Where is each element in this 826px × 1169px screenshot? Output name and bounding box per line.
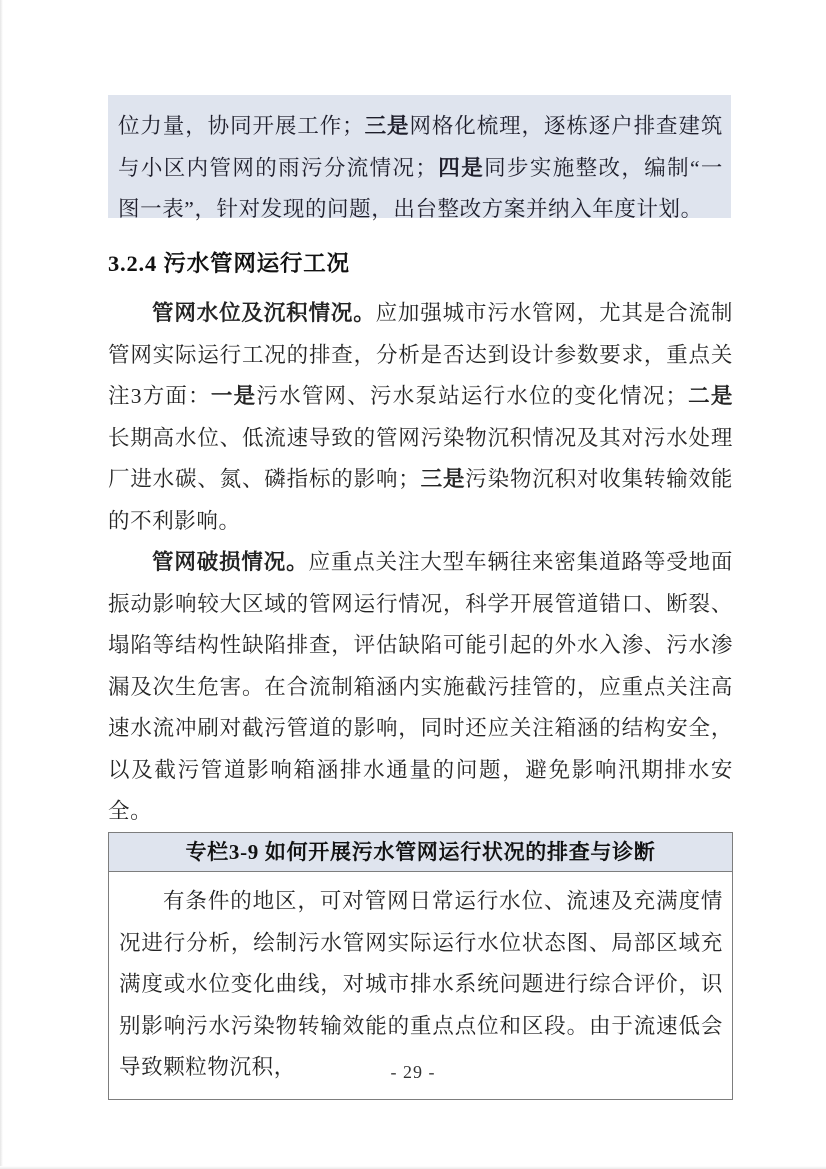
- body-paragraph-pipe-damage: [108, 542, 733, 833]
- paragraph-text: 管网水位及沉积情况。应加强城市污水管网，尤其是合流制管网实际运行工况的排查，分析是否达到设计参数要求，重点关注3方面：一是污水管网、污水泵站运行水位的变化情况；二是长期高水位、低流速导致的管网污染物沉积情况及其对污水处理厂进水碳、氮、磷指标的影响；三是污染物沉积对收集转输效能的不利影响。: [108, 301, 734, 533]
- feature-box-text: 有条件的地区，可对管网日常运行水位、流速及充满度情况进行分析，绘制污水管网实际运行水位状态图、局部区域充满度或水位变化曲线，对城市排水系统问题进行综合评价，识别影响污水污染物转输效能的重点点位和区段。由于流速低会导致颗粒物沉积，: [119, 889, 723, 1079]
- body-paragraph-pipe-water-level: [108, 293, 733, 542]
- page-edge-shadow-left: [0, 0, 3, 1169]
- highlighted-callout-box: [108, 95, 731, 221]
- feature-box-title: 专栏3-9 如何开展污水管网运行状况的排查与诊断: [109, 833, 732, 872]
- page-number: - 29 -: [390, 1062, 436, 1082]
- paragraph-text: 管网破损情况。应重点关注大型车辆往来密集道路等受地面振动影响较大区域的管网运行情况，科学开展管道错口、断裂、塌陷等结构性缺陷排查，评估缺陷可能引起的外水入渗、污水渗漏及次生危害。在合流制箱涵内实施截污挂管的，应重点关注高速水流冲刷对截污管道的影响，同时还应关注箱涵的结构安全，以及截污管道影响箱涵排水通量的问题，避免影响汛期排水安全。: [108, 550, 734, 823]
- highlighted-callout-text: 位力量，协同开展工作；三是网格化梳理，逐栋逐户排查建筑与小区内管网的雨污分流情况；四是同步实施整改，编制“一图一表”，针对发现的问题，出台整改方案并纳入年度计划。: [118, 114, 724, 221]
- feature-box-3-9: [108, 832, 733, 1100]
- section-heading: 3.2.4 污水管网运行工况: [108, 251, 350, 276]
